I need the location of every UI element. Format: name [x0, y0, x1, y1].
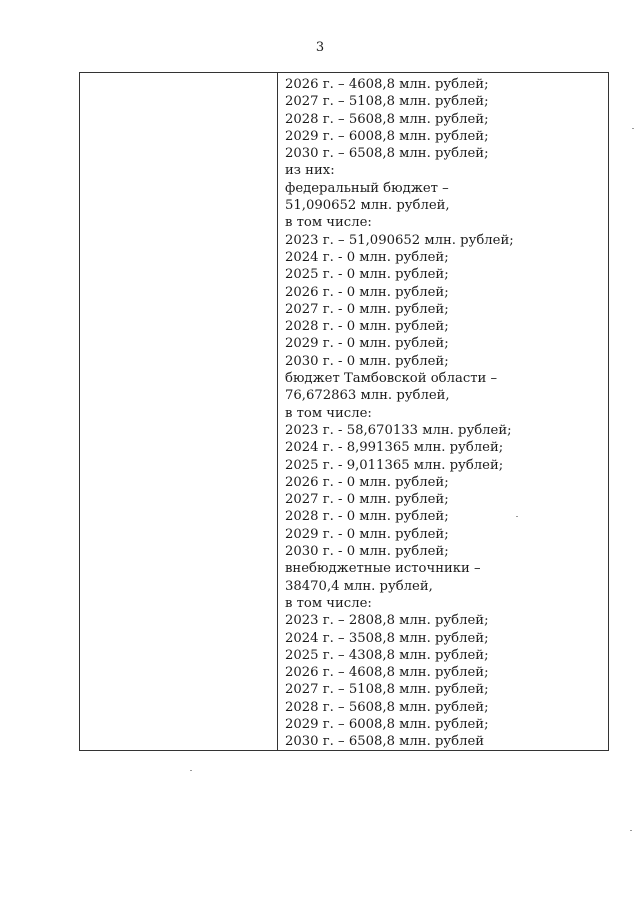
- table-line: 2028 г. – 5608,8 млн. рублей;: [285, 699, 489, 715]
- table-line: 2023 г. – 51,090652 млн. рублей;: [285, 232, 514, 248]
- table-line: 2029 г. – 6008,8 млн. рублей;: [285, 128, 489, 144]
- table-line: 2029 г. - 0 млн. рублей;: [285, 526, 449, 542]
- scan-speck: [630, 830, 632, 831]
- table-line: из них:: [285, 163, 335, 179]
- table-line: 2029 г. – 6008,8 млн. рублей;: [285, 716, 489, 732]
- table-line: 2026 г. - 0 млн. рублей;: [285, 474, 449, 490]
- table-line: 2030 г. – 6508,8 млн. рублей: [285, 734, 485, 750]
- page-number: 3: [315, 40, 325, 55]
- table-line: 2027 г. - 0 млн. рублей;: [285, 301, 449, 317]
- table-line: в том числе:: [285, 405, 372, 421]
- scan-speck: [190, 770, 192, 771]
- table-line: 38470,4 млн. рублей,: [285, 578, 433, 594]
- right-cell: [285, 76, 604, 751]
- table-line: 2025 г. - 0 млн. рублей;: [285, 267, 449, 283]
- table-line: 2030 г. - 0 млн. рублей;: [285, 353, 449, 369]
- table-line: 2025 г. - 9,011365 млн. рублей;: [285, 457, 504, 473]
- scan-speck: [632, 128, 634, 129]
- left-cell: [80, 73, 278, 750]
- table-line: 2026 г. – 4608,8 млн. рублей;: [285, 665, 489, 681]
- table-line: федеральный бюджет –: [285, 180, 449, 196]
- table-line: 2024 г. - 0 млн. рублей;: [285, 249, 449, 265]
- table-line: 2027 г. – 5108,8 млн. рублей;: [285, 94, 489, 110]
- table-line: 2023 г. – 2808,8 млн. рублей;: [285, 613, 489, 629]
- table-line: внебюджетные источники –: [285, 561, 481, 577]
- funding-table: [79, 72, 609, 751]
- table-line: 2029 г. - 0 млн. рублей;: [285, 336, 449, 352]
- table-line: 2028 г. - 0 млн. рублей;: [285, 319, 449, 335]
- scan-speck: [516, 516, 518, 517]
- table-line: бюджет Тамбовской области –: [285, 371, 498, 387]
- table-line: 2028 г. - 0 млн. рублей;: [285, 509, 449, 525]
- table-line: 51,090652 млн. рублей,: [285, 198, 450, 214]
- table-line: 2027 г. – 5108,8 млн. рублей;: [285, 682, 489, 698]
- table-line: 2025 г. – 4308,8 млн. рублей;: [285, 647, 489, 663]
- table-line: 2030 г. – 6508,8 млн. рублей;: [285, 146, 489, 162]
- table-line: 2026 г. - 0 млн. рублей;: [285, 284, 449, 300]
- table-line: 2023 г. - 58,670133 млн. рублей;: [285, 422, 512, 438]
- table-line: 2027 г. - 0 млн. рублей;: [285, 492, 449, 508]
- table-line: 2024 г. - 8,991365 млн. рублей;: [285, 440, 504, 456]
- table-line: в том числе:: [285, 595, 372, 611]
- table-line: в том числе:: [285, 215, 372, 231]
- table-line: 2028 г. – 5608,8 млн. рублей;: [285, 111, 489, 127]
- table-line: 2030 г. - 0 млн. рублей;: [285, 544, 449, 560]
- table-line: 76,672863 млн. рублей,: [285, 388, 450, 404]
- table-line: 2024 г. – 3508,8 млн. рублей;: [285, 630, 489, 646]
- table-line: 2026 г. – 4608,8 млн. рублей;: [285, 77, 489, 92]
